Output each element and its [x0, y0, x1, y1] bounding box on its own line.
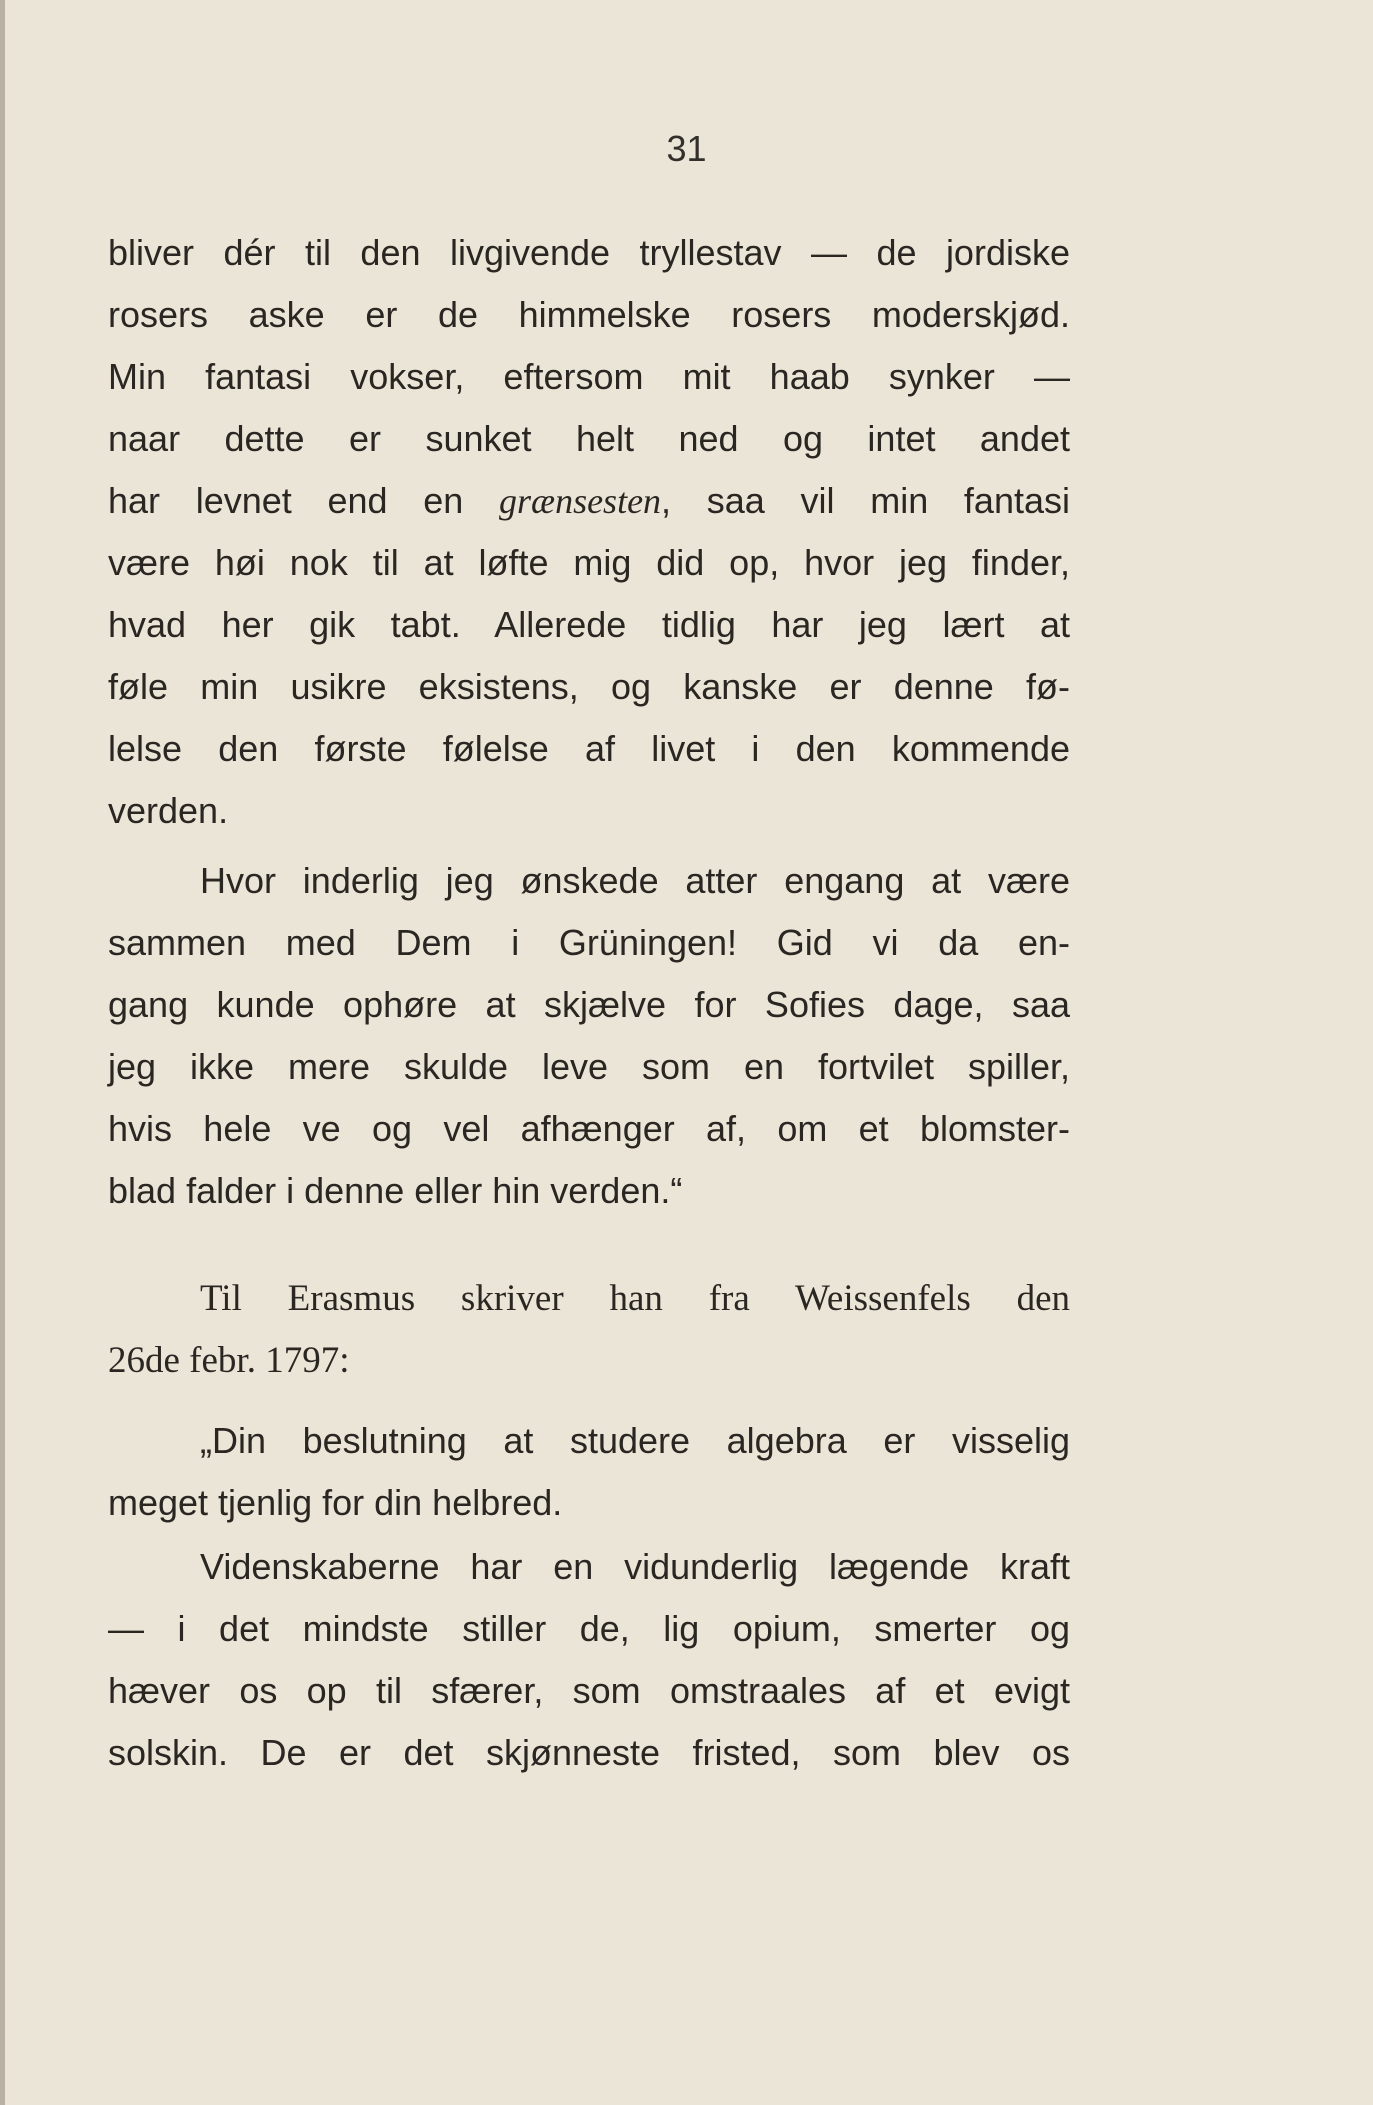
- text-line: hvad her gik tabt. Allerede tidlig har jeg lært at: [108, 604, 1070, 645]
- page-edge: [0, 0, 5, 2105]
- text-segment: , saa vil min fantasi: [661, 480, 1070, 521]
- text-line: bliver dér til den livgivende tryllestav — de jordiske: [108, 232, 1070, 273]
- text-line-with-emphasis: [108, 470, 1070, 532]
- paragraph-1: [108, 222, 1070, 842]
- text-line: gang kunde ophøre at skjælve for Sofies dage, saa: [108, 984, 1070, 1025]
- text-line: sammen med Dem i Grüningen! Gid vi da en-: [108, 922, 1070, 963]
- text-line: Min fantasi vokser, eftersom mit haab synker —: [108, 356, 1070, 397]
- text-line: jeg ikke mere skulde leve som en fortvilet spiller,: [108, 1046, 1070, 1087]
- text-line: Videnskaberne har en vidunderlig lægende kraft: [200, 1546, 1070, 1587]
- paragraph-3: [108, 1268, 1070, 1392]
- page-number: 31: [666, 128, 707, 169]
- text-line: rosers aske er de himmelske rosers moderskjød.: [108, 294, 1070, 335]
- emphasized-word: grænsesten: [499, 481, 662, 521]
- text-line: verden.: [108, 790, 229, 831]
- text-line: Hvor inderlig jeg ønskede atter engang at være: [200, 860, 1070, 901]
- paragraph-4: [108, 1410, 1070, 1534]
- text-line: 26de febr. 1797:: [108, 1340, 350, 1381]
- text-line: blad falder i denne eller hin verden.“: [108, 1170, 683, 1211]
- text-line: hvis hele ve og vel afhænger af, om et blomster-: [108, 1108, 1070, 1149]
- text-line: naar dette er sunket helt ned og intet andet: [108, 418, 1070, 459]
- text-segment: har levnet end en: [108, 480, 500, 521]
- text-line: — i det mindste stiller de, lig opium, smerter og: [108, 1608, 1070, 1649]
- text-line: være høi nok til at løfte mig did op, hvor jeg finder,: [108, 542, 1070, 583]
- text-line: meget tjenlig for din helbred.: [108, 1482, 563, 1523]
- paragraph-2: [108, 850, 1070, 1222]
- text-line: lelse den første følelse af livet i den kommende: [108, 728, 1070, 769]
- text-line: „Din beslutning at studere algebra er visselig: [200, 1420, 1070, 1461]
- text-line: Til Erasmus skriver han fra Weissenfels den: [200, 1278, 1070, 1319]
- text-line: føle min usikre eksistens, og kanske er denne fø-: [108, 666, 1070, 707]
- paragraph-5: [108, 1536, 1070, 1784]
- text-line: solskin. De er det skjønneste fristed, som blev os: [108, 1732, 1070, 1773]
- text-line: hæver os op til sfærer, som omstraales af et evigt: [108, 1670, 1070, 1711]
